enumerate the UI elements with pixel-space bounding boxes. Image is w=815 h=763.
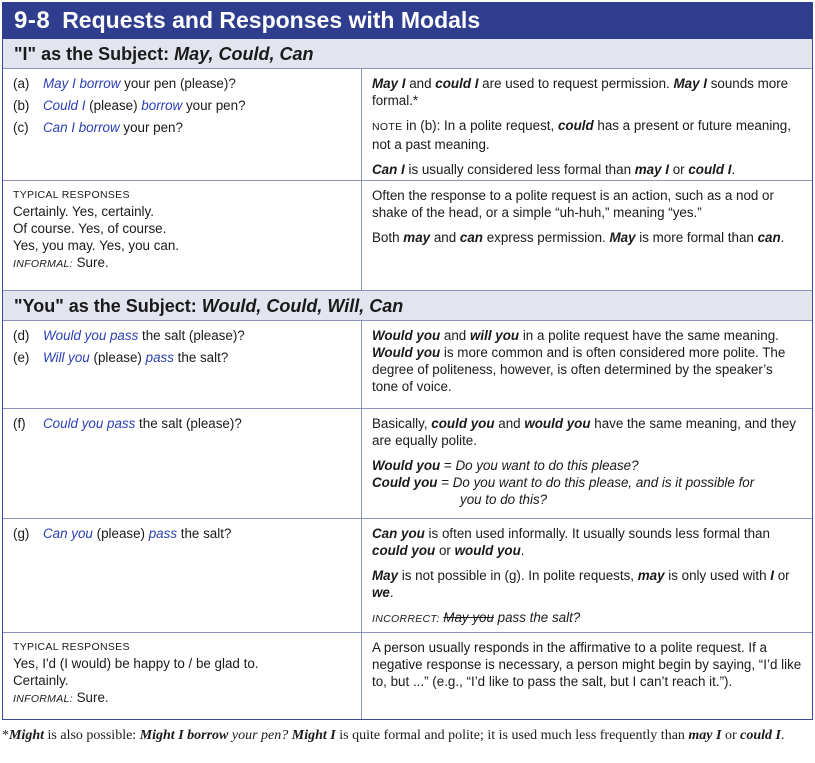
example-rest: the salt? xyxy=(177,350,229,365)
responses-heading: TYPICAL RESPONSES xyxy=(13,641,130,653)
example-modal: Will you xyxy=(43,350,90,365)
explanation-paragraph: Often the response to a polite request is an action, such as a nod or shake of the head, or a simple “uh-huh,” meaning “yes.” xyxy=(372,188,774,220)
example-a xyxy=(13,75,361,92)
example-rest: the salt (please)? xyxy=(142,328,245,343)
row-examples-a-c xyxy=(3,69,812,181)
explanation-paragraph: Would you and will you in a polite request have the same meaning. Would you is more common and is often considered more polite. The degree of politeness, however, is often determined by the speaker’s tone of voice. xyxy=(372,328,786,394)
explanation-paragraph: May is not possible in (g). In polite requests, may is only used with I or we. xyxy=(372,568,790,600)
example-label: (c) xyxy=(13,120,29,135)
example-modal: Can I borrow xyxy=(43,120,120,135)
example-rest: your pen? xyxy=(123,120,183,135)
paraphrase-could-cont: you to do this? xyxy=(460,492,548,507)
example-g xyxy=(13,525,361,542)
row-example-g xyxy=(3,519,812,633)
incorrect-example: INCORRECT: May you pass the salt? xyxy=(372,610,581,625)
responses-heading: TYPICAL RESPONSES xyxy=(13,189,130,201)
section-heading-you-subject xyxy=(3,291,812,321)
explanation-cell xyxy=(362,633,812,719)
responses-cell xyxy=(3,633,362,719)
example-modal: Would you pass xyxy=(43,328,139,343)
example-e xyxy=(13,349,361,366)
examples-cell xyxy=(3,321,362,408)
explanation-paragraph: Can you is often used informally. It usually sounds less formal than could you or would you. xyxy=(372,526,770,558)
example-modal: borrow xyxy=(141,98,183,113)
example-mid: (please) xyxy=(89,98,138,113)
example-modal: Can you xyxy=(43,526,93,541)
note-paragraph: NOTE in (b): In a polite request, could has a present or future meaning, not a past meaning. xyxy=(372,118,791,152)
grammar-chart xyxy=(2,39,813,720)
section-heading-modals: Would, Could, Will, Can xyxy=(201,296,404,316)
example-label: (b) xyxy=(13,98,30,113)
example-rest: your pen (please)? xyxy=(124,76,236,91)
chart-title: Requests and Responses with Modals xyxy=(62,7,481,33)
explanation-paragraph: Basically, could you and would you have the same meaning, and they are equally polite. xyxy=(372,416,796,448)
explanation-cell xyxy=(362,519,812,632)
example-rest: the salt (please)? xyxy=(139,416,242,431)
example-modal: Could I xyxy=(43,98,86,113)
example-modal: pass xyxy=(145,350,174,365)
paraphrase-could: Could you = Do you want to do this please, and is it possible for xyxy=(372,475,755,490)
examples-cell xyxy=(3,69,362,180)
example-b xyxy=(13,97,361,114)
explanation-paragraph: Both may and can express permission. May is more formal than can. xyxy=(372,230,785,245)
row-examples-d-e xyxy=(3,321,812,409)
explanation-cell xyxy=(362,181,812,290)
section-heading-quote: "I" as the Subject: xyxy=(14,44,170,64)
example-label: (f) xyxy=(13,416,26,431)
example-modal: pass xyxy=(148,526,178,541)
example-d xyxy=(13,327,361,344)
example-f xyxy=(13,415,361,432)
explanation-paragraph: A person usually responds in the affirmative to a polite request. If a negative response is necessary, a person might begin by saying, “I’d like to, but ...” (e.g., “I’d like to pass the salt, but I can’t reach it.”). xyxy=(372,640,802,689)
example-rest: your pen? xyxy=(185,98,246,113)
example-label: (g) xyxy=(13,526,30,541)
example-modal: Could you pass xyxy=(43,416,136,431)
example-label: (a) xyxy=(13,76,30,91)
example-mid: (please) xyxy=(93,350,142,365)
explanation-cell xyxy=(362,409,812,518)
response-line: Yes, you may. Yes, you can. xyxy=(13,238,180,253)
example-mid: (please) xyxy=(96,526,145,541)
examples-cell xyxy=(3,519,362,632)
responses-cell xyxy=(3,181,362,290)
section-heading-quote: "You" as the Subject: xyxy=(14,296,197,316)
footnote: *Might is also possible: Might I borrow your pen? Might I is quite formal and polite; it is used much less frequently than may I or could I. xyxy=(2,728,785,743)
response-line: Of course. Yes, of course. xyxy=(13,221,167,236)
response-line: Yes, I'd (I would) be happy to / be glad to. xyxy=(13,656,259,671)
row-example-f xyxy=(3,409,812,519)
example-modal: May I borrow xyxy=(43,76,121,91)
paraphrase-would: Would you = Do you want to do this please? xyxy=(372,458,639,473)
example-rest: the salt? xyxy=(180,526,232,541)
section-heading-modals: May, Could, Can xyxy=(174,44,314,64)
example-label: (d) xyxy=(13,328,30,343)
chart-title-bar xyxy=(2,2,813,39)
example-label: (e) xyxy=(13,350,30,365)
response-line: Certainly. xyxy=(13,673,69,688)
response-informal: INFORMAL: Sure. xyxy=(13,255,109,270)
row-typical-responses-1 xyxy=(3,181,812,291)
example-c xyxy=(13,119,361,136)
chart-number: 9-8 xyxy=(14,6,51,34)
explanation-cell xyxy=(362,321,812,408)
response-informal: INFORMAL: Sure. xyxy=(13,690,109,705)
section-heading-i-subject xyxy=(3,39,812,69)
examples-cell xyxy=(3,409,362,518)
row-typical-responses-2 xyxy=(3,633,812,719)
explanation-paragraph: Can I is usually considered less formal than may I or could I. xyxy=(372,162,736,177)
response-line: Certainly. Yes, certainly. xyxy=(13,204,154,219)
explanation-cell xyxy=(362,69,812,180)
explanation-paragraph: May I and could I are used to request permission. May I sounds more formal.* xyxy=(372,76,789,108)
